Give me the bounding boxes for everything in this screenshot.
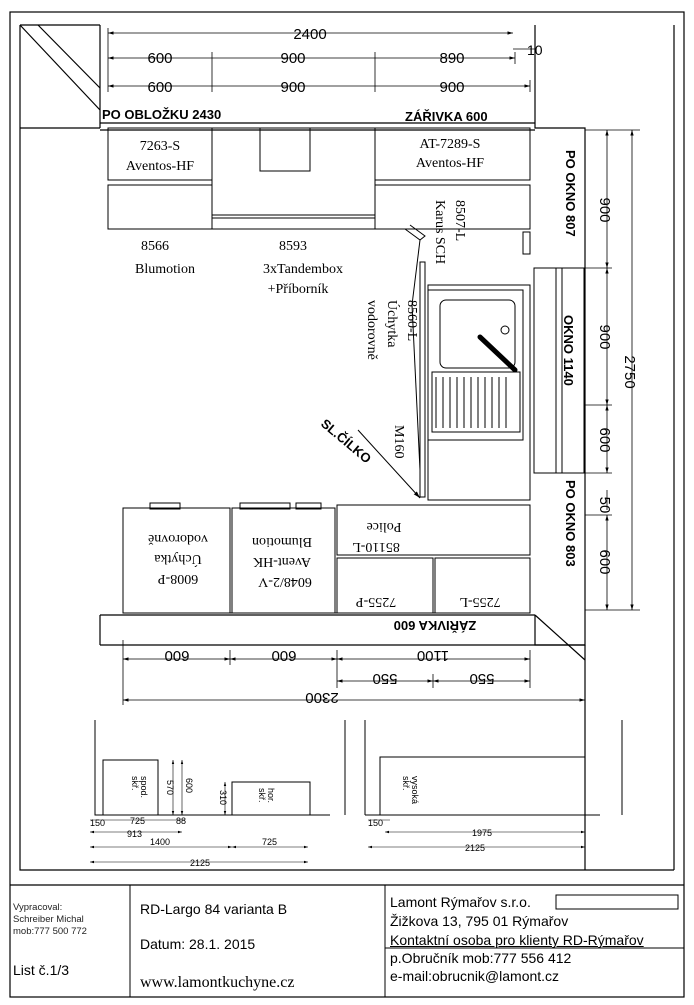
bottom-b-line2: Avent-HK bbox=[252, 554, 312, 569]
label-po-oblozku: PO OBLOŽKU 2430 bbox=[102, 107, 222, 122]
dim-bottom-row1-b: 600 bbox=[271, 647, 297, 664]
contact-email: e-mail:obrucnik@lamont.cz bbox=[390, 968, 560, 984]
base-top-item4-line3: vodorovně bbox=[364, 300, 379, 360]
dim-right-seg5: 600 bbox=[596, 549, 613, 575]
label-po-okno-807: PO OKNO 807 bbox=[563, 150, 578, 237]
dim-bottom-row2-b: 550 bbox=[469, 670, 495, 687]
bottom-e-code: 7255-L bbox=[459, 594, 501, 609]
bottom-b-code: 6048/2-V bbox=[258, 574, 312, 589]
sheet-number: List č.1/3 bbox=[13, 962, 70, 978]
dim-overall-width: 2400 bbox=[293, 26, 327, 43]
dim-row2-a: 600 bbox=[147, 79, 173, 96]
base-top-item4-code: 8560-L bbox=[404, 300, 419, 342]
upper-right-name: Aventos-HF bbox=[415, 156, 485, 171]
elev-left-570: 570 bbox=[165, 780, 175, 796]
elev-right-1975: 1975 bbox=[472, 828, 493, 838]
title-block-author bbox=[13, 902, 87, 938]
elev-right-150: 150 bbox=[368, 818, 384, 828]
dim-right-seg3: 600 bbox=[596, 427, 613, 453]
drawing-date: Datum: 28.1. 2015 bbox=[140, 936, 256, 952]
upper-left-name: Aventos-HF bbox=[125, 159, 195, 174]
dim-row1-a: 600 bbox=[147, 50, 173, 67]
elev-left-hor: hor. bbox=[266, 788, 276, 804]
bottom-a-line3: vodorovně bbox=[148, 531, 208, 546]
elev-left-600: 600 bbox=[184, 778, 194, 794]
upper-left-code: 7263-S bbox=[139, 139, 181, 154]
elev-right-skf: skř. bbox=[401, 776, 411, 791]
base-top-item2-code: 8593 bbox=[279, 239, 307, 254]
base-top-item1-code: 8566 bbox=[141, 239, 169, 254]
slcilko-arrow bbox=[358, 430, 420, 498]
company-address: Žižkova 13, 795 01 Rýmařov bbox=[390, 913, 569, 929]
base-top-item1-name: Blumotion bbox=[135, 262, 195, 277]
contact-person: Kontaktní osoba pro klienty RD-Rýmařov bbox=[390, 932, 644, 948]
label-slcilko: SL.ČÍLKO bbox=[318, 415, 375, 467]
dim-bottom-row1-a: 600 bbox=[164, 647, 190, 664]
elev-left-913: 913 bbox=[127, 829, 143, 839]
elev-left-hor-skf: skř. bbox=[257, 788, 267, 803]
elev-right-2125: 2125 bbox=[465, 843, 486, 853]
label-zarivka-bottom: ZÁŘIVKA 600 bbox=[393, 618, 477, 633]
base-top-item3-name: Karus SCH bbox=[432, 200, 447, 265]
dim-bottom-overall: 2300 bbox=[305, 689, 339, 706]
dim-row1-c: 890 bbox=[439, 50, 465, 67]
base-top-item3-code: 8507-L bbox=[452, 200, 467, 242]
elev-left-725a: 725 bbox=[130, 816, 146, 826]
elev-left-150: 150 bbox=[90, 818, 106, 828]
elev-left-88: 88 bbox=[176, 816, 187, 826]
dim-row1-b: 900 bbox=[280, 50, 306, 67]
sink-faucet-icon bbox=[480, 337, 515, 370]
base-top-item2-extra: +Příborník bbox=[267, 282, 329, 297]
base-top-item2-name: 3xTandembox bbox=[263, 262, 343, 277]
dim-gap: 10 bbox=[527, 42, 543, 58]
dim-right-seg1: 900 bbox=[596, 197, 613, 223]
bottom-a-code: 6008-P bbox=[157, 571, 199, 586]
author-name: Schreiber Michal bbox=[13, 914, 84, 925]
elevation-right bbox=[365, 720, 622, 815]
elev-left-1400: 1400 bbox=[150, 837, 171, 847]
elev-left-skf: skř. bbox=[130, 776, 140, 791]
elev-left-310: 310 bbox=[218, 790, 228, 806]
bottom-a-line2: Úchytka bbox=[154, 551, 202, 566]
dim-right-seg4: 50 bbox=[596, 496, 613, 514]
corner-and-sink-run bbox=[405, 225, 530, 500]
upper-right-code: AT-7289-S bbox=[419, 137, 481, 152]
contact-phone: p.Obručník mob:777 556 412 bbox=[390, 950, 572, 966]
company-name: Lamont Rýmařov s.r.o. bbox=[390, 894, 531, 910]
elev-right-vysoka: vysoká bbox=[410, 776, 420, 805]
author-phone: mob:777 500 772 bbox=[13, 926, 87, 937]
bottom-b-line3: Blumotion bbox=[252, 534, 312, 549]
label-zarivka-top: ZÁŘIVKA 600 bbox=[405, 109, 488, 124]
vypracoval-label: Vypracoval: bbox=[13, 902, 63, 913]
base-top-item4-line2: Úchytka bbox=[384, 300, 399, 348]
dim-bottom-row2-a: 550 bbox=[372, 670, 398, 687]
dim-row2-b: 900 bbox=[280, 79, 306, 96]
project-name: RD-Largo 84 varianta B bbox=[140, 901, 288, 917]
website: www.lamontkuchyne.cz bbox=[140, 974, 295, 991]
elev-left-spod: spod. bbox=[139, 776, 149, 799]
label-m160: M160 bbox=[391, 425, 406, 459]
dim-right-seg2: 900 bbox=[596, 324, 613, 350]
elev-left-2125: 2125 bbox=[190, 858, 211, 868]
dim-row2-c: 900 bbox=[439, 79, 465, 96]
bottom-d-code: 7255-P bbox=[355, 594, 397, 609]
bottom-dimensions bbox=[123, 640, 585, 705]
dim-bottom-row1-c: 1100 bbox=[416, 647, 450, 664]
bottom-c-code: 85110-L bbox=[352, 539, 400, 554]
dim-right-total: 2750 bbox=[621, 355, 638, 389]
bottom-c-line2: Police bbox=[366, 519, 402, 534]
elev-left-725b: 725 bbox=[262, 837, 278, 847]
label-po-okno-803: PO OKNO 803 bbox=[563, 480, 578, 567]
label-okno-1140: OKNO 1140 bbox=[561, 315, 576, 386]
